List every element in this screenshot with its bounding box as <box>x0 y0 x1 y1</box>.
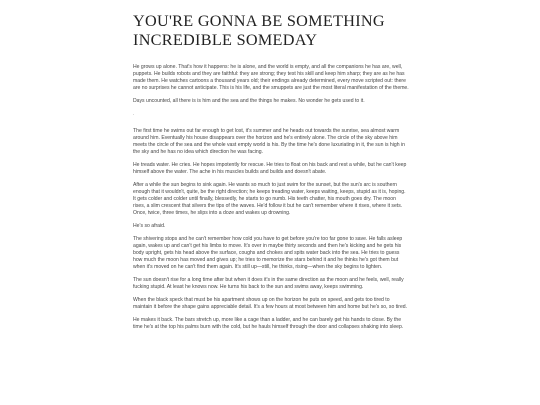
body-paragraph: After a while the sun begins to sink again. He wants so much to just swim for the sunset, but the sun's arc is southern enough that it wouldn't, quite, be the right direction; he keeps treading water, keeps waiting, keeps, stupid as it is, hoping. It gets colder and colder until finally, blessedly, he starts to go numb. His teeth chatter, his mouth goes dry. The moon rises, a slim crescent that silvers the tips of the waves. He'd follow it but he can't remember where it rises, where it sets. Once, twice, three times, he slips into a doze and wakes up drowning. <box>133 182 406 216</box>
body-paragraph: He treads water. He cries. He hopes impotently for rescue. He tries to float on his back and rest a while, but he can't keep himself above the water. The ache in his muscles builds and builds and doesn't abate. <box>133 162 407 175</box>
body-paragraph: When the black speck that must be his apartment shows up on the horizon he puts on speed, and gets too tired to maintain it before the shape gains appreciable detail. It's a few hours at most between him and home but he's so, so tired. <box>133 297 408 311</box>
body-paragraph: The shivering stops and he can't remember how cold you have to get before you're too far gone to save. He falls asleep again, wakes up and can't get his limbs to move. It's over in maybe thirty seconds and then he's kicking and he gets his body upright, gets his head above the surface, coughs and chokes and spits water back into the sea. He tries to guess how much the moon has moved and gives up; he tries to memorize the stars behind it and he thinks he's got them but when it's moved on he can't find them again. It's still up—still, he thinks, rising—when the sky begins to lighten. <box>133 236 403 270</box>
section-divider: . <box>133 111 135 118</box>
story-title: YOU'RE GONNA BE SOMETHING INCREDIBLE SOMEDAY <box>133 12 385 49</box>
body-paragraph: The sun doesn't rise for a long time after but when it does it's in the same direction as the moon and he feels, well, really fucking stupid. At least he knows now. He turns his back to the sun and swims away, keeps swimming. <box>133 277 404 290</box>
body-paragraph: He makes it back. The bars stretch up, more like a cage than a ladder, and he can barely get his hands to close. By the time he's at the top his palms burn with the cold, but he hauls himself through the door and collapses shaking into sleep. <box>133 317 404 331</box>
story-page <box>133 12 409 338</box>
body-paragraph: The first time he swims out far enough to get lost, it's summer and he heads out towards the sunrise, sea almost warm around him. Eventually his house disappears over the horizon and he's entirely alone. The circle of the sky above him meets the circle of the sea and the whole vast empty world is his. By the time he's done luxuriating in it, the sun is high in the sky and he has no idea which direction he was facing. <box>133 128 405 155</box>
intro-paragraph: He grows up alone. That's how it happens: he is alone, and the world is empty, and all the companions he has are, well, puppets. He builds robots and they are faithful: they are strong; they test his skill and keep him sharp; they are as he has made them. He watches cartoons a thousand years old; their endings already determined, every move scripted out: there are no surprises he cannot anticipate. This is his life, and the smuppets are just the most literal manifestation of the theme. <box>133 64 409 91</box>
body-paragraph: He's so afraid. <box>133 223 166 229</box>
intro-paragraph: Days uncounted, all there is is him and the sea and the things he makes. No wonder he gets used to it. <box>133 97 365 104</box>
